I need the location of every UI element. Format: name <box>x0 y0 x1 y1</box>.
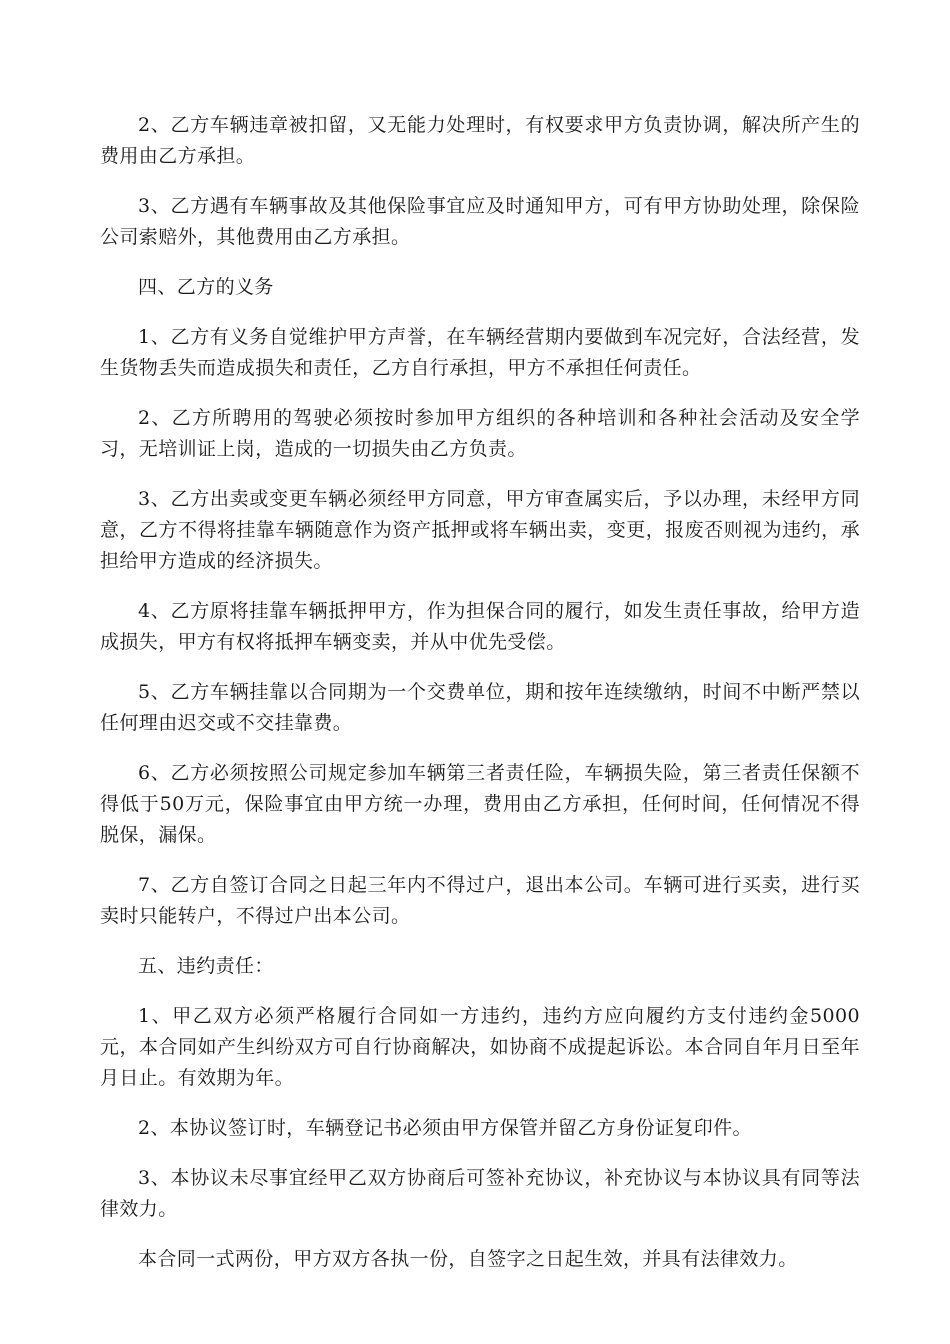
clause-5-3: 3、本协议未尽事宜经甲乙双方协商后可签补充协议，补充协议与本协议具有同等法律效力。 <box>100 1167 860 1220</box>
clause-4-5: 5、乙方车辆挂靠以合同期为一个交费单位，期和按年连续缴纳，时间不中断严禁以任何理由迟交或不交挂靠费。 <box>100 681 860 734</box>
clause-5-1: 1、甲乙双方必须严格履行合同如一方违约，违约方应向履约方支付违约金5000元，本合同如产生纠纷双方可自行协商解决，如协商不成提起诉讼。本合同自年月日至年月日止。有效期为年。 <box>100 1005 860 1089</box>
clause-4-4: 4、乙方原将挂靠车辆抵押甲方，作为担保合同的履行，如发生责任事故，给甲方造成损失，甲方有权将抵押车辆变卖，并从中优先受偿。 <box>100 600 860 653</box>
closing-paragraph: 本合同一式两份，甲方双方各执一份，自签字之日起生效，并具有法律效力。 <box>138 1248 798 1270</box>
clause-3-2: 2、乙方车辆违章被扣留，又无能力处理时，有权要求甲方负责协调，解决所产生的费用由乙方承担。 <box>100 114 860 167</box>
clause-4-7: 7、乙方自签订合同之日起三年内不得过户，退出本公司。车辆可进行买卖，进行买卖时只能转户，不得过户出本公司。 <box>100 874 860 927</box>
clause-4-1: 1、乙方有义务自觉维护甲方声誉，在车辆经营期内要做到车况完好，合法经营，发生货物丢失而造成损失和责任，乙方自行承担，甲方不承担任何责任。 <box>100 326 860 379</box>
clause-4-2: 2、乙方所聘用的驾驶必须按时参加甲方组织的各种培训和各种社会活动及安全学习，无培训证上岗，造成的一切损失由乙方负责。 <box>100 407 860 460</box>
clause-4-3: 3、乙方出卖或变更车辆必须经甲方同意，甲方审查属实后，予以办理，未经甲方同意，乙方不得将挂靠车辆随意作为资产抵押或将车辆出卖，变更，报废否则视为违约，承担给甲方造成的经济损失。 <box>100 488 860 572</box>
section-heading-5: 五、违约责任： <box>138 955 274 977</box>
document-body <box>100 110 860 1294</box>
clause-4-6: 6、乙方必须按照公司规定参加车辆第三者责任险，车辆损失险，第三者责任保额不得低于50万元，保险事宜由甲方统一办理，费用由乙方承担，任何时间，任何情况不得脱保，漏保。 <box>100 762 860 846</box>
clause-3-3: 3、乙方遇有车辆事故及其他保险事宜应及时通知甲方，可有甲方协助处理，除保险公司索赔外，其他费用由乙方承担。 <box>100 195 860 248</box>
clause-5-2: 2、本协议签订时，车辆登记书必须由甲方保管并留乙方身份证复印件。 <box>138 1117 752 1139</box>
section-heading-4: 四、乙方的义务 <box>138 276 274 298</box>
